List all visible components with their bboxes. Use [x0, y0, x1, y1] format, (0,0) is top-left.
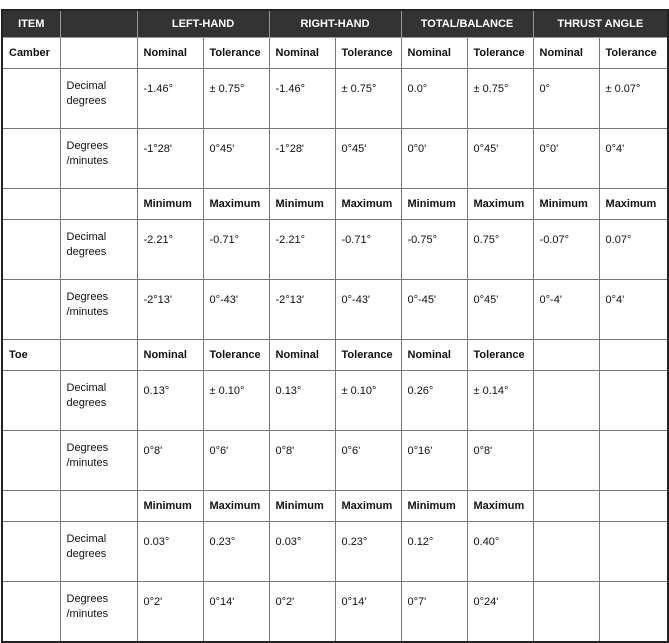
value-cell: 0°16': [401, 431, 467, 491]
value-cell: 0°45': [203, 129, 269, 189]
value-cell: 0.13°: [269, 371, 335, 431]
value-cell: 0°-43': [203, 280, 269, 340]
value-cell: Tolerance: [203, 38, 269, 69]
subheader-row: [2, 340, 668, 371]
value-cell: 0°7': [401, 582, 467, 643]
header-blank: [60, 10, 137, 38]
header-total-balance: TOTAL/BALANCE: [401, 10, 533, 38]
row-label-cell: [60, 189, 137, 220]
item-cell: [2, 189, 60, 220]
value-cell: Minimum: [401, 189, 467, 220]
value-cell: Maximum: [335, 189, 401, 220]
item-cell: [2, 220, 60, 280]
value-cell: 0.26°: [401, 371, 467, 431]
value-cell: Nominal: [269, 340, 335, 371]
value-cell: Tolerance: [203, 340, 269, 371]
value-cell: [599, 491, 668, 522]
table-row: [2, 522, 668, 582]
value-cell: -0.71°: [203, 220, 269, 280]
value-cell: [533, 431, 599, 491]
row-label-cell: [60, 491, 137, 522]
value-cell: Minimum: [137, 491, 203, 522]
table-row: [2, 220, 668, 280]
alignment-spec-table: [1, 9, 669, 643]
subheader-row: [2, 189, 668, 220]
table-header-row: [2, 10, 668, 38]
table-row: [2, 371, 668, 431]
table-row: [2, 129, 668, 189]
value-cell: Maximum: [599, 189, 668, 220]
value-cell: Tolerance: [467, 340, 533, 371]
value-cell: Nominal: [269, 38, 335, 69]
value-cell: 0°4': [599, 129, 668, 189]
table-body: [2, 38, 668, 643]
item-cell: [2, 522, 60, 582]
value-cell: -2°13': [269, 280, 335, 340]
value-cell: ± 0.75°: [203, 69, 269, 129]
table-row: [2, 431, 668, 491]
row-label-cell: [60, 38, 137, 69]
value-cell: [533, 371, 599, 431]
value-cell: 0°8': [137, 431, 203, 491]
value-cell: 0°6': [203, 431, 269, 491]
value-cell: 0°24': [467, 582, 533, 643]
value-cell: 0°6': [335, 431, 401, 491]
header-right-hand: RIGHT-HAND: [269, 10, 401, 38]
value-cell: 0.03°: [137, 522, 203, 582]
value-cell: 0.40°: [467, 522, 533, 582]
value-cell: Minimum: [137, 189, 203, 220]
value-cell: ± 0.75°: [467, 69, 533, 129]
value-cell: -2.21°: [269, 220, 335, 280]
subheader-row: [2, 491, 668, 522]
value-cell: Nominal: [401, 38, 467, 69]
value-cell: Tolerance: [599, 38, 668, 69]
value-cell: 0°45': [467, 280, 533, 340]
value-cell: 0.07°: [599, 220, 668, 280]
item-cell: Camber: [2, 38, 60, 69]
value-cell: -0.71°: [335, 220, 401, 280]
value-cell: Nominal: [137, 340, 203, 371]
value-cell: Minimum: [533, 189, 599, 220]
value-cell: -1°28': [137, 129, 203, 189]
value-cell: ± 0.14°: [467, 371, 533, 431]
value-cell: [533, 491, 599, 522]
value-cell: Maximum: [467, 491, 533, 522]
value-cell: Nominal: [137, 38, 203, 69]
row-label-cell: [60, 340, 137, 371]
value-cell: Minimum: [401, 491, 467, 522]
row-label-cell: Degrees /minutes: [60, 129, 137, 189]
value-cell: [599, 340, 668, 371]
value-cell: Maximum: [335, 491, 401, 522]
value-cell: [533, 582, 599, 643]
value-cell: 0°0': [533, 129, 599, 189]
value-cell: Tolerance: [335, 38, 401, 69]
item-cell: [2, 431, 60, 491]
value-cell: Nominal: [533, 38, 599, 69]
value-cell: 0°45': [335, 129, 401, 189]
value-cell: 0°-45': [401, 280, 467, 340]
value-cell: -0.07°: [533, 220, 599, 280]
value-cell: Minimum: [269, 491, 335, 522]
row-label-cell: Degrees /minutes: [60, 431, 137, 491]
value-cell: Tolerance: [467, 38, 533, 69]
row-label-cell: Decimal degrees: [60, 522, 137, 582]
row-label-cell: Decimal degrees: [60, 69, 137, 129]
value-cell: -1°28': [269, 129, 335, 189]
value-cell: -2.21°: [137, 220, 203, 280]
table-row: [2, 280, 668, 340]
header-thrust-angle: THRUST ANGLE: [533, 10, 668, 38]
value-cell: ± 0.10°: [203, 371, 269, 431]
value-cell: 0°: [533, 69, 599, 129]
value-cell: [599, 431, 668, 491]
value-cell: Nominal: [401, 340, 467, 371]
value-cell: 0°-43': [335, 280, 401, 340]
value-cell: 0.13°: [137, 371, 203, 431]
value-cell: 0.0°: [401, 69, 467, 129]
value-cell: 0.75°: [467, 220, 533, 280]
value-cell: [599, 371, 668, 431]
value-cell: 0°8': [269, 431, 335, 491]
value-cell: 0°-4': [533, 280, 599, 340]
row-label-cell: Decimal degrees: [60, 371, 137, 431]
value-cell: 0°14': [203, 582, 269, 643]
header-item: ITEM: [2, 10, 60, 38]
value-cell: ± 0.10°: [335, 371, 401, 431]
row-label-cell: Decimal degrees: [60, 220, 137, 280]
subheader-row: [2, 38, 668, 69]
item-cell: [2, 491, 60, 522]
item-cell: [2, 129, 60, 189]
value-cell: ± 0.07°: [599, 69, 668, 129]
table-row: [2, 582, 668, 643]
value-cell: Tolerance: [335, 340, 401, 371]
item-cell: Toe: [2, 340, 60, 371]
value-cell: Maximum: [203, 189, 269, 220]
value-cell: 0°45': [467, 129, 533, 189]
header-left-hand: LEFT-HAND: [137, 10, 269, 38]
value-cell: [599, 522, 668, 582]
item-cell: [2, 582, 60, 643]
item-cell: [2, 69, 60, 129]
value-cell: 0°8': [467, 431, 533, 491]
value-cell: 0.23°: [335, 522, 401, 582]
value-cell: [599, 582, 668, 643]
item-cell: [2, 371, 60, 431]
value-cell: Minimum: [269, 189, 335, 220]
row-label-cell: Degrees /minutes: [60, 582, 137, 643]
value-cell: 0°2': [269, 582, 335, 643]
value-cell: Maximum: [467, 189, 533, 220]
value-cell: 0°2': [137, 582, 203, 643]
value-cell: -1.46°: [269, 69, 335, 129]
row-label-cell: Degrees /minutes: [60, 280, 137, 340]
value-cell: -1.46°: [137, 69, 203, 129]
value-cell: 0.23°: [203, 522, 269, 582]
value-cell: ± 0.75°: [335, 69, 401, 129]
value-cell: 0°4': [599, 280, 668, 340]
item-cell: [2, 280, 60, 340]
value-cell: 0°14': [335, 582, 401, 643]
value-cell: 0°0': [401, 129, 467, 189]
table-row: [2, 69, 668, 129]
value-cell: [533, 340, 599, 371]
value-cell: [533, 522, 599, 582]
value-cell: 0.12°: [401, 522, 467, 582]
value-cell: Maximum: [203, 491, 269, 522]
value-cell: -0.75°: [401, 220, 467, 280]
value-cell: 0.03°: [269, 522, 335, 582]
value-cell: -2°13': [137, 280, 203, 340]
